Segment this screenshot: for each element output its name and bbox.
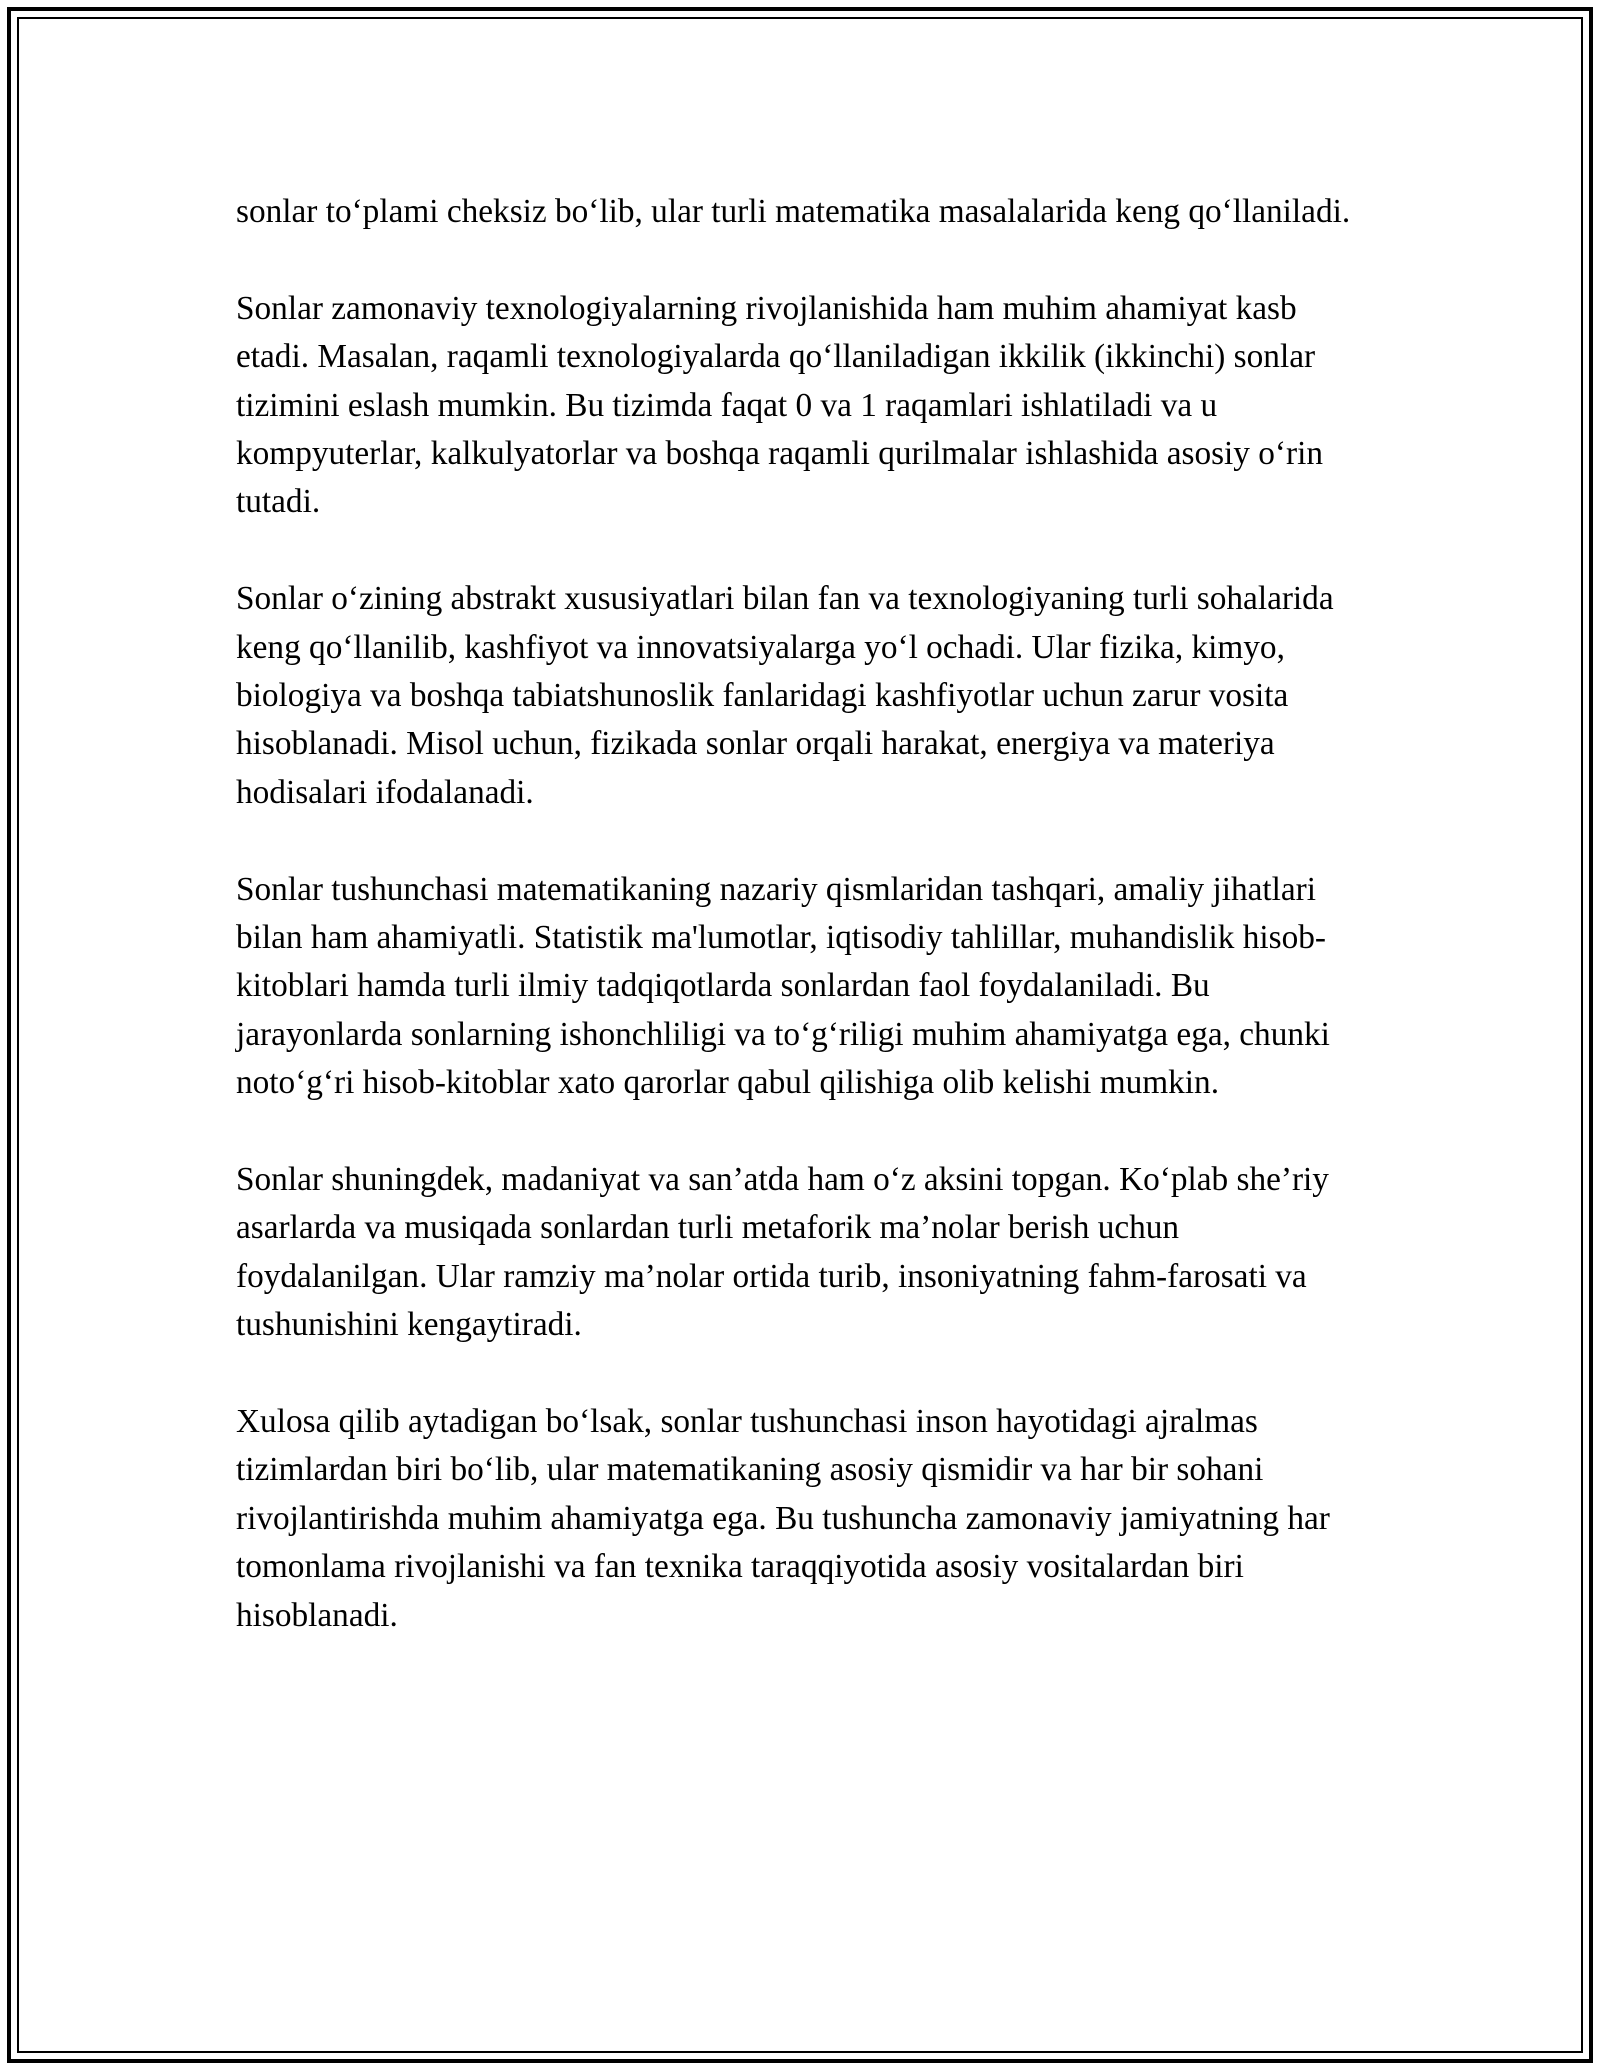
paragraph-3: Sonlar o‘zining abstrakt xususiyatlari bilan fan va texnologiyaning turli sohalarida keng qo‘llanilib, kashfiyot va innovatsiyalarga yo‘l ochadi. Ular fizika, kimyo, biologiya va boshqa tabiatshunoslik fanlaridagi kashfiyotlar uchun zarur vosita hisoblanadi. Misol uchun, fizikada sonlar orqali harakat, energiya va materiya hodisalari ifodalanadi. xyxy=(236,580,1334,811)
paragraph-6: Xulosa qilib aytadigan bo‘lsak, sonlar tushunchasi inson hayotidagi ajralmas tizimlardan biri bo‘lib, ular matematikaning asosiy qismidir va har bir sohani rivojlantirishda muhim ahamiyatga ega. Bu tushuncha zamonaviy jamiyatning har tomonlama rivojlanishi va fan texnika taraqqiyotida asosiy vositalardan biri hisoblanadi. xyxy=(236,1403,1330,1634)
document-body xyxy=(236,188,1376,1689)
paragraph-5: Sonlar shuningdek, madaniyat va san’atda ham o‘z aksini topgan. Ko‘plab she’riy asarlarda va musiqada sonlardan turli metaforik ma’nolar berish uchun foydalanilgan. Ular ramziy ma’nolar ortida turib, insoniyatning fahm-farosati va tushunishini kengaytiradi. xyxy=(236,1161,1329,1344)
paragraph-2: Sonlar zamonaviy texnologiyalarning rivojlanishida ham muhim ahamiyat kasb etadi. Masalan, raqamli texnologiyalarda qo‘llaniladigan ikkilik (ikkinchi) sonlar tizimini eslash mumkin. Bu tizimda faqat 0 va 1 raqamlari ishlatiladi va u kompyuterlar, kalkulyatorlar va boshqa raqamli qurilmalar ishlashida asosiy o‘rin tutadi. xyxy=(236,289,1323,521)
paragraph-1: sonlar to‘plami cheksiz bo‘lib, ular turli matematika masalalarida keng qo‘llaniladi. xyxy=(236,193,1351,230)
paragraph-4: Sonlar tushunchasi matematikaning nazariy qismlaridan tashqari, amaliy jihatlari bilan ham ahamiyatli. Statistik ma'lumotlar, iqtisodiy tahlillar, muhandislik hisob-kitoblari hamda turli ilmiy tadqiqotlarda sonlardan faol foydalaniladi. Bu jarayonlarda sonlarning ishonchliligi va to‘g‘riligi muhim ahamiyatga ega, chunki noto‘g‘ri hisob-kitoblar xato qarorlar qabul qilishiga olib kelishi mumkin. xyxy=(236,870,1330,1102)
